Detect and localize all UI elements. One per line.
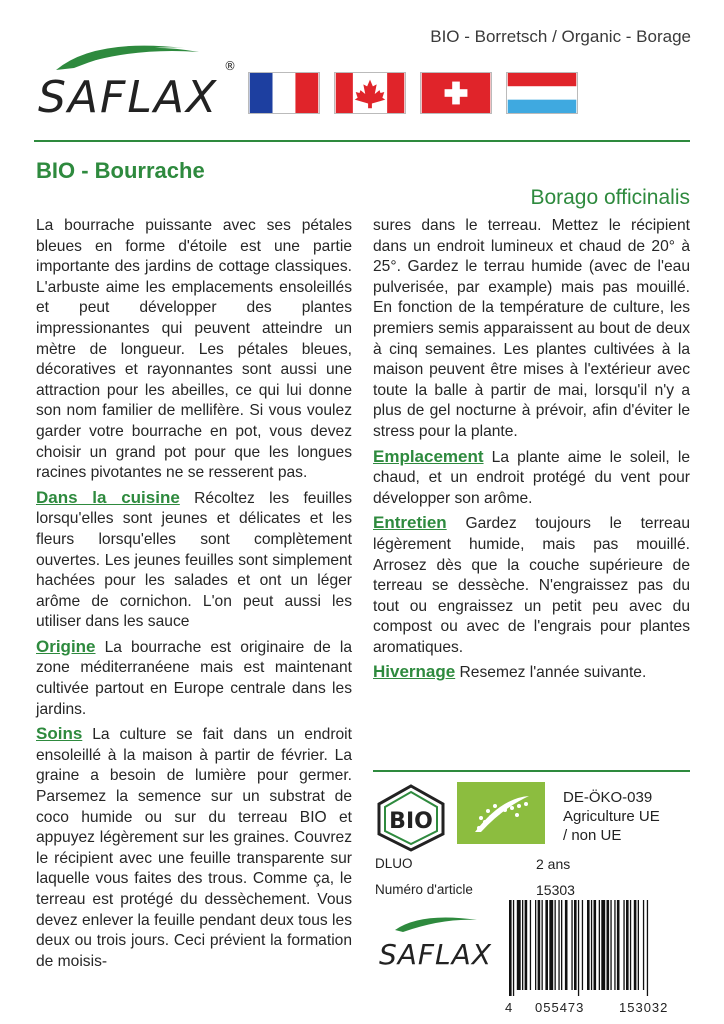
barcode-digit-first: 4 — [505, 1000, 514, 1015]
barcode-bar — [549, 900, 553, 990]
left-column — [36, 216, 352, 976]
emplacement-heading: Emplacement — [373, 446, 484, 466]
barcode-bar — [545, 900, 548, 990]
barcode-bar — [513, 900, 514, 996]
barcode-bar — [594, 900, 597, 990]
barcode-bar — [643, 900, 644, 990]
saflax-logo-small — [373, 900, 503, 972]
barcode-bar — [558, 900, 559, 990]
section-emplacement — [373, 447, 690, 510]
barcode-bar — [561, 900, 562, 990]
section-hivernage — [373, 662, 690, 684]
barcode-bar — [582, 900, 583, 990]
barcode-bar — [587, 900, 590, 990]
barcode-bar — [535, 900, 536, 990]
right-column — [373, 216, 690, 688]
barcode-bar — [634, 900, 637, 990]
soins-heading: Soins — [36, 724, 83, 744]
entretien-text: Gardez toujours le terreau légèrement humide, mais pas mouillé. Arrosez dès que la couche supérieure de terreau se dessèche. N'engraissez pas du tout ou engraissez un petit peu avec du compost ou avec de l'engrais pour plantes aromatiques. — [373, 515, 690, 656]
section-soins — [36, 724, 352, 972]
header-divider — [34, 140, 690, 142]
barcode — [503, 900, 690, 996]
dluo-label: DLUO — [375, 856, 413, 871]
barcode-bar — [555, 900, 556, 990]
origine-text: La bourrache est originaire de la zone méditerranéene mais est maintenant cultivée partout en Europe centrale dans les jardins. — [36, 638, 352, 718]
eu-organic-leaf-icon — [457, 782, 545, 844]
product-subtitle: BIO - Borretsch / Organic - Borage — [430, 27, 691, 46]
barcode-bar — [517, 900, 521, 990]
barcode-bar — [542, 900, 543, 990]
barcode-bar — [578, 900, 579, 996]
barcode-bar — [538, 900, 541, 990]
origine-heading: Origine — [36, 636, 96, 656]
barcode-bar — [617, 900, 620, 990]
barcode-bar — [626, 900, 629, 990]
barcode-bar — [574, 900, 577, 990]
product-info-panel — [373, 772, 690, 1024]
brand-text: SAFLAX — [38, 72, 219, 123]
barcode-digits-group2: 153032 — [619, 1000, 669, 1015]
barcode-digits-group1: 055473 — [535, 1000, 585, 1015]
flag-switzerland-icon — [420, 72, 492, 114]
hivernage-text: Resemez l'année suivante. — [459, 664, 647, 682]
barcode-bar — [599, 900, 600, 990]
cuisine-text: Récoltez les feuilles lorsqu'elles sont jeunes et délicates et les fleurs lorsqu'elles sont complètement ouvertes. Les jeunes feuilles sont simplement hachées pour les salades et ont un léger arôme de cornichon. L'on peut aussi les utiliser dans les sauce — [36, 489, 353, 631]
header — [0, 0, 724, 138]
barcode-bar — [630, 900, 631, 990]
barcode-bar — [610, 900, 611, 990]
barcode-bar — [607, 900, 610, 990]
flag-luxembourg-icon — [506, 72, 578, 114]
cuisine-heading: Dans la cuisine — [36, 487, 180, 507]
cert-origin-2: / non UE — [563, 827, 622, 844]
registered-mark: ® — [224, 59, 236, 73]
soins-text: La culture se fait dans un endroit ensoleillé à la maison à partir de février. La graine a besoin de lumière pour germer. Parsemez la semence sur un substrat de coco humide ou sur du terreau BIO et appuyez légèrement sur les graines. Couvrez le récipient avec une feuille transparente sur laquelle vous faites des trous. Comme ça, le terreau est protégé du dessèchement. Vous devez enlever la feuille pendant deux tous les deux ou trois jours. Ceci prévient la formation de moisis- — [36, 726, 352, 970]
flag-france-icon — [248, 72, 320, 114]
barcode-bar — [614, 900, 615, 990]
article-value: 15303 — [536, 882, 575, 898]
barcode-bar — [601, 900, 605, 990]
barcode-bar — [525, 900, 528, 990]
barcode-bar — [565, 900, 568, 990]
barcode-bar — [571, 900, 572, 990]
entretien-heading: Entretien — [373, 513, 447, 533]
cert-origin: Agriculture UE — [563, 808, 660, 825]
certification-text — [563, 788, 660, 845]
barcode-bar — [591, 900, 592, 990]
bio-seal-text: BIO — [389, 809, 433, 834]
section-cuisine — [36, 488, 352, 633]
article-label: Numéro d'article — [375, 882, 473, 897]
hivernage-heading: Hivernage — [373, 662, 456, 682]
flag-canada-icon — [334, 72, 406, 114]
page-title: BIO - Bourrache — [36, 158, 205, 183]
small-brand-text: SAFLAX — [379, 938, 492, 971]
section-origine — [36, 637, 352, 720]
barcode-bar — [530, 900, 531, 990]
section-entretien — [373, 513, 690, 658]
intro-text: La bourrache puissante avec ses pétales bleues en forme d'étoile est une partie importante des jardins de cottage classiques. L'arbuste aime les emplacements ensoleillés et peut développer des plantes impressionantes qui peuvent atteindre un mètre de longueur. Les pétales bleues, décoratives et rayonnantes sont aussi une attraction pour les abeilles, ce qui lui donne son nom familier de mellifère. Si vous voulez garder votre bourrache en pot, vous devez choisir un grand pot pour que les longues racines pivotantes ne se resserent pas. — [36, 217, 352, 482]
bio-seal-icon — [375, 784, 447, 852]
cert-code: DE-ÖKO-039 — [563, 789, 653, 806]
dluo-value: 2 ans — [536, 856, 571, 872]
barcode-bar — [623, 900, 624, 990]
emplacement-text: La plante aime le soleil, le chaud, et un endroit protégé du vent pour développer son arôme. — [373, 448, 690, 507]
barcode-bar — [522, 900, 523, 990]
soins-continued: sures dans le terreau. Mettez le récipient dans un endroit lumineux et chaud de 20° à 25°. Gardez le terrau humide (avec de l'eau pulverisée, par example) mais pas mouillé. En fonction de la température de culture, les premiers semis apparaissent au bout de deux à cinq semaines. Les plantes cultivées à la maison peuvent être mises à l'extérieur avec toute la balle à partir de mai, lorsqu'il n'y a plus de gel nocturne à prévoir, afin d'éviter le stress pour la plante. — [373, 217, 690, 440]
barcode-bar — [638, 900, 639, 990]
saflax-logo — [34, 34, 244, 124]
barcode-bar — [647, 900, 648, 996]
barcode-bar — [509, 900, 512, 996]
latin-name: Borago officinalis — [530, 186, 690, 209]
